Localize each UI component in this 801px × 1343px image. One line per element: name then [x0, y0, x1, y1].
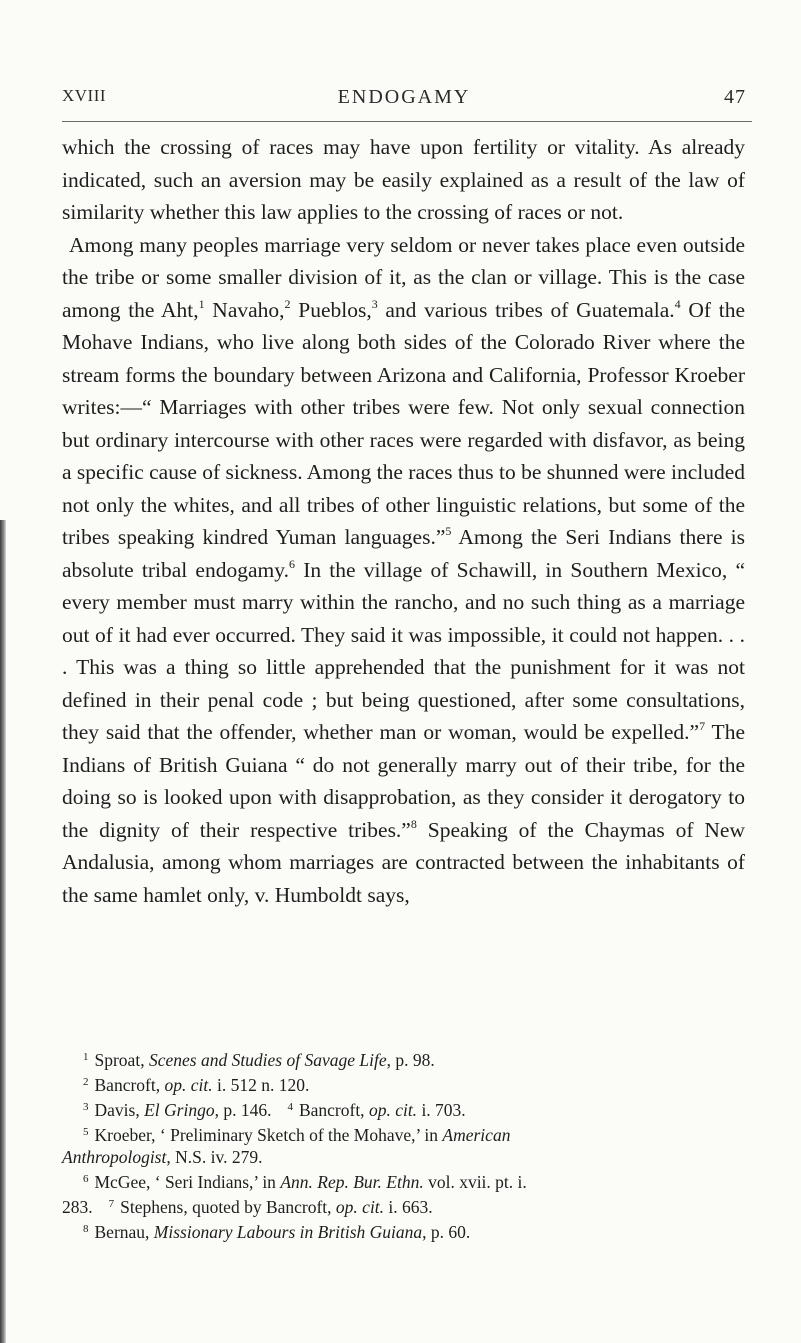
text-run: Among many peoples marriage very seldom or never takes place even outside the tribe or some smaller division of it, as the clan or village. This is the case among the Aht, — [62, 232, 745, 322]
footnote-text: Bernau, — [94, 1222, 154, 1242]
footnote-ref: 8 — [410, 816, 417, 831]
footnote-text: , p. 98. — [386, 1050, 435, 1070]
footnote-number: 6 — [83, 1173, 89, 1185]
footnote-title: op. cit. — [164, 1075, 213, 1095]
page-number: 47 — [724, 86, 746, 108]
footnote-2 — [62, 1071, 748, 1096]
footnote-title: El Gringo — [144, 1100, 215, 1120]
text-run: Navaho, — [204, 297, 285, 322]
footnote-ref: 7 — [699, 719, 706, 733]
footnote-ref: 2 — [284, 296, 291, 311]
text-run: In the village of Schawill, in Southern Mexico, “ every member must marry within the rancho, and no such thing as a marriage out of it had ever occurred. They said it was impossible, it could not happen. . . . This was a thing so little apprehended that the punishment for it was not defined in their penal code ; but being questioned, after some consultations, they said that the offender, whether man or woman, would be expelled.” — [62, 557, 746, 744]
footnotes — [62, 1046, 748, 1243]
footnote-1 — [62, 1046, 748, 1071]
footnote-number: 1 — [83, 1051, 89, 1063]
footnote-8 — [62, 1218, 748, 1243]
running-title: ENDOGAMY — [337, 86, 471, 108]
paragraph-endogamy — [62, 229, 745, 912]
footnote-ref: 6 — [288, 556, 295, 571]
footnote-ref: 1 — [198, 296, 205, 311]
footnote-text: Bancroft, — [298, 1100, 369, 1120]
footnote-title: Missionary Labours in British Guiana — [153, 1222, 423, 1242]
footnote-text: i. 663. — [384, 1197, 433, 1217]
header-rule — [62, 121, 752, 122]
footnote-text: , N.S. iv. 279. — [166, 1147, 263, 1167]
footnote-title: American — [442, 1125, 511, 1145]
footnote-number: 3 — [83, 1101, 89, 1113]
footnote-ref: 4 — [674, 296, 681, 311]
footnote-ref: 3 — [371, 296, 378, 311]
paragraph-continued: which the crossing of races may have upon fertility or vitality. As already indicated, such an aversion may be easily explained as a result of the law of similarity whether this law applies to the crossing of races or not. — [62, 135, 745, 224]
footnote-5-cont — [62, 1146, 748, 1168]
footnote-title: op. cit. — [335, 1197, 385, 1217]
footnote-text: Davis, — [94, 1100, 145, 1120]
footnote-title: Ann. Rep. Bur. Ethn. — [280, 1172, 424, 1192]
footnote-ref: 5 — [445, 524, 452, 538]
footnote-number: 7 — [108, 1198, 115, 1210]
footnote-number: 2 — [83, 1076, 89, 1088]
footnote-text: , p. 146. — [214, 1100, 272, 1120]
footnote-text: Kroeber, ‘ Preliminary Sketch of the Mohave,’ in — [94, 1125, 443, 1145]
text-run: Speaking of the Chaymas of New Andalusia, among whom marriages are contracted between the inhabitants of the same hamlet only, v. Humboldt says, — [62, 817, 746, 907]
footnote-text: Bancroft, — [94, 1075, 165, 1095]
footnote-number: 5 — [83, 1126, 89, 1138]
text-run: Of the Mohave Indians, who live along both sides of the Colorado River where the stream forms the boundary between Arizona and California, Professor Kroeber writes:—“ Marriages with other tribes were few. Not only sexual connection but ordinary intercourse with other races were regarded with disfavor, as being a specific cause of sickness. Among the races thus to be shunned were included not only the whites, and all tribes of other linguistic relations, but some of the tribes speaking kindred Yuman languages.” — [62, 297, 746, 549]
footnote-title: Anthropologist — [62, 1147, 167, 1167]
footnote-text: vol. xvii. pt. i. — [423, 1172, 527, 1192]
footnote-text: Sproat, — [94, 1050, 149, 1070]
chapter-number: XVIII — [62, 86, 107, 105]
text-run: Among the Seri Indians there is absolute tribal endogamy. — [62, 525, 745, 582]
footnote-6 — [62, 1168, 748, 1193]
running-header — [62, 86, 746, 114]
text-run: Pueblos, — [290, 297, 372, 322]
footnote-text: , p. 60. — [422, 1222, 471, 1242]
footnote-5 — [62, 1121, 748, 1146]
footnote-text: i. 512 n. 120. — [212, 1075, 310, 1095]
footnote-number: 4 — [287, 1101, 293, 1113]
footnote-3-4 — [62, 1096, 748, 1121]
footnote-title: op. cit. — [368, 1100, 418, 1120]
footnote-text: Stephens, quoted by Bancroft, — [120, 1197, 336, 1217]
footnote-text: 283. — [62, 1197, 93, 1217]
footnote-text: i. 703. — [417, 1100, 466, 1120]
text-run: The Indians of British Guiana “ do not generally marry out of their tribe, for the doing so is looked upon with disapprobation, as they consider it derogatory to the dignity of their respective tribes.” — [62, 720, 745, 842]
book-binding-shadow — [0, 520, 6, 1343]
footnote-6-7 — [62, 1193, 748, 1218]
body-text — [62, 131, 745, 911]
text-run: and various tribes of Guatemala. — [377, 297, 675, 322]
footnote-number: 8 — [83, 1223, 89, 1235]
footnote-title: Scenes and Studies of Savage Life — [148, 1050, 387, 1070]
footnote-text: McGee, ‘ Seri Indians,’ in — [94, 1172, 281, 1192]
